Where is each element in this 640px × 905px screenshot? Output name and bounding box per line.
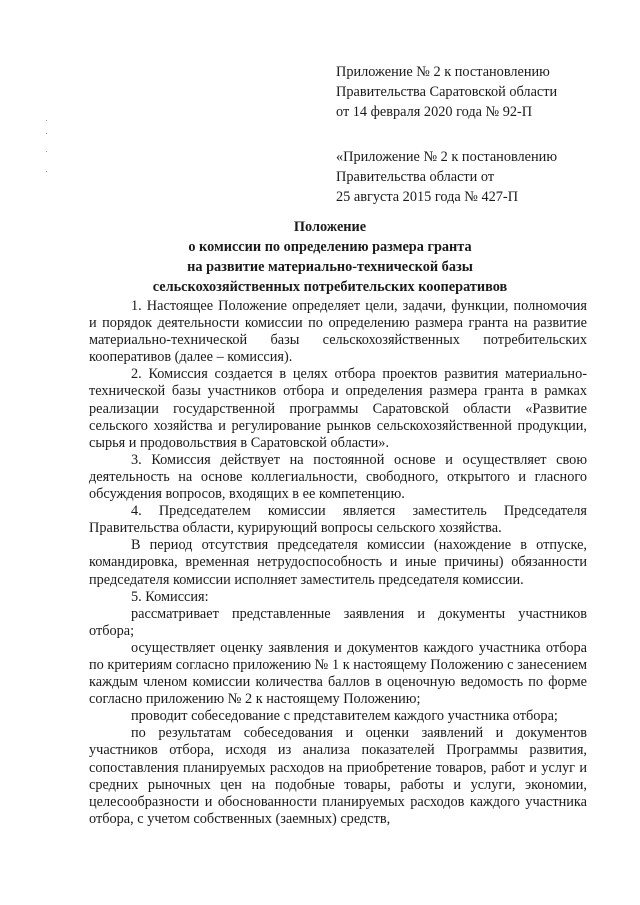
paragraph: 1. Настоящее Положение определяет цели, задачи, функции, полномочия и порядок деятельности комиссии по определению размера гранта на развитие материально-технической базы сельскохозяйственных потребительских кооперативов (далее – комиссия). bbox=[89, 298, 587, 366]
document-title bbox=[80, 217, 580, 297]
title-line: сельскохозяйственных потребительских кооперативов bbox=[152, 279, 508, 295]
title-line: на развитие материально-технической базы bbox=[187, 259, 473, 275]
scan-speck bbox=[46, 171, 47, 172]
paragraph: проводит собеседование с представителем каждого участника отбора; bbox=[131, 708, 558, 725]
header-line: Правительства области от bbox=[336, 169, 495, 185]
paragraph: 2. Комиссия создается в целях отбора проектов развития материально-технической базы участников отбора и определения размера гранта в рамках реализации государственной программы Саратовской области «Развитие сельского хозяйства и регулирование рынков сельскохозяйственной продукции, сырья и продовольствия в Саратовской области». bbox=[89, 366, 587, 451]
paragraph: по результатам собеседования и оценки заявлений и документов участников отбора, исходя из анализа показателей Программы развития, сопоставления планируемых расходов на приобретение товаров, работ и услуг и средних рыночных цен на подобные товары, работы и услуги, экономии, целесообразности и обоснованности планируемых расходов каждого участника отбора, с учетом собственных (заемных) средств, bbox=[89, 725, 587, 827]
paragraph: 5. Комиссия: bbox=[131, 588, 209, 605]
header-line: «Приложение № 2 к постановлению bbox=[336, 149, 558, 165]
header-line: Правительства Саратовской области bbox=[336, 84, 558, 100]
document-body bbox=[89, 298, 587, 828]
paragraph: 3. Комиссия действует на постоянной основе и осуществляет свою деятельность на основе коллегиальности, свободного, открытого и гласного обсуждения вопросов, входящих в ее компетенцию. bbox=[89, 451, 587, 503]
scan-speck bbox=[46, 120, 47, 121]
approval-header-current bbox=[336, 62, 626, 122]
header-line: от 14 февраля 2020 года № 92-П bbox=[336, 104, 533, 120]
approval-header-previous bbox=[336, 147, 626, 207]
title-line: Положение bbox=[293, 219, 367, 235]
title-line: о комиссии по определению размера гранта bbox=[188, 239, 472, 255]
paragraph: В период отсутствия председателя комиссии (нахождение в отпуске, командировка, временная нетрудоспособность и иные причины) обязанности председателя комиссии исполняет заместитель председателя комиссии. bbox=[89, 537, 587, 588]
header-line: 25 августа 2015 года № 427-П bbox=[336, 189, 519, 205]
paragraph: осуществляет оценку заявления и документов каждого участника отбора по критериям согласно приложению № 1 к настоящему Положению с занесением каждым членом комиссии количества баллов в оценочную ведомость по форме согласно приложению № 2 к настоящему Положению; bbox=[89, 639, 587, 708]
scan-speck bbox=[46, 151, 47, 152]
paragraph: рассматривает представленные заявления и документы участников отбора; bbox=[89, 605, 587, 639]
paragraph: 4. Председателем комиссии является заместитель Председателя Правительства области, курирующий вопросы сельского хозяйства. bbox=[89, 503, 587, 537]
scan-speck bbox=[46, 133, 47, 134]
header-line: Приложение № 2 к постановлению bbox=[336, 64, 550, 80]
